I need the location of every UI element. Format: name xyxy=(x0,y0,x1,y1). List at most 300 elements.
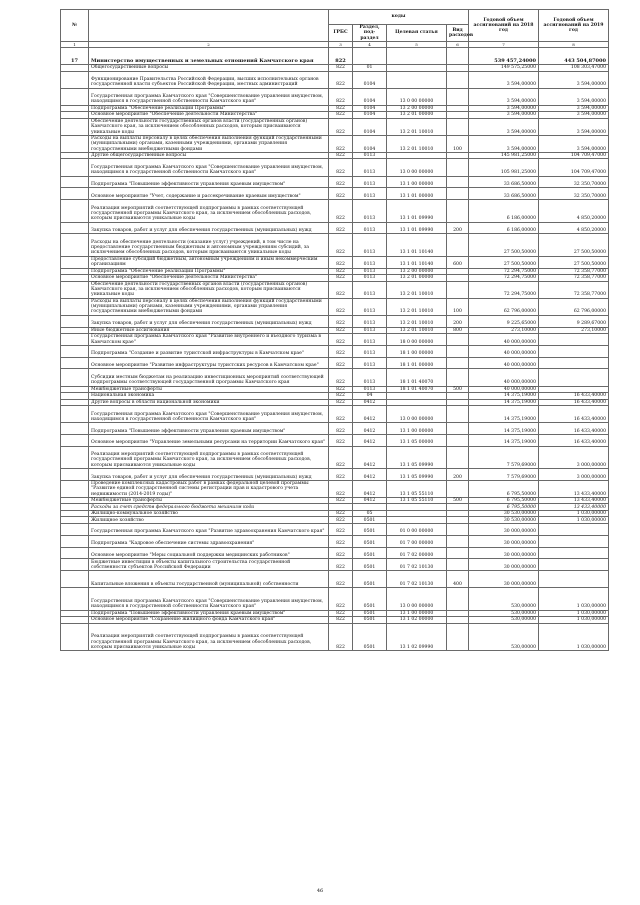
cell-celevaya: 01 0 00 00000 xyxy=(387,523,447,535)
table-row xyxy=(61,234,609,256)
column-header-celevaya: Целевая статья xyxy=(387,25,447,42)
column-number: 2 xyxy=(89,42,329,48)
cell-number xyxy=(61,222,89,234)
cell-razdel: 0501 xyxy=(353,588,387,610)
cell-razdel: 0412 xyxy=(353,469,387,481)
cell-razdel: 0104 xyxy=(353,135,387,152)
cell-vid xyxy=(447,188,469,200)
cell-amount-2018: 530,00000 xyxy=(469,588,539,610)
cell-razdel: 0113 xyxy=(353,275,387,282)
cell-name: Подпрограмма "Повышение эффективности управления краевым имуществом" xyxy=(89,610,329,617)
cell-amount-2019 xyxy=(539,523,609,535)
cell-number: 17 xyxy=(61,48,89,65)
cell-amount-2019: 32 350,70000 xyxy=(539,188,609,200)
cell-celevaya: 13 1 01 10140 xyxy=(387,234,447,256)
cell-amount-2018: 30 000,00000 xyxy=(469,547,539,559)
cell-amount-2018: 6 186,00000 xyxy=(469,222,539,234)
cell-grbs: 822 xyxy=(329,535,353,547)
cell-amount-2019: 273,10000 xyxy=(539,327,609,334)
cell-razdel: 0104 xyxy=(353,118,387,135)
cell-celevaya xyxy=(387,48,447,65)
table-row xyxy=(61,469,609,481)
cell-amount-2018: 62 796,00000 xyxy=(469,298,539,315)
cell-grbs: 822 xyxy=(329,105,353,112)
cell-name: Обеспечение деятельности государственных органов власти (государственных органов) Камчатского края, за исключением обособленных расходов, которым присваиваются уникальные коды xyxy=(89,118,329,135)
cell-celevaya: 01 7 02 10130 xyxy=(387,571,447,588)
cell-vid: 200 xyxy=(447,315,469,327)
cell-celevaya: 01 7 00 00000 xyxy=(387,535,447,547)
cell-razdel: 0113 xyxy=(353,200,387,222)
cell-vid xyxy=(447,559,469,571)
column-number: 5 xyxy=(387,42,447,48)
cell-razdel: 0412 xyxy=(353,423,387,435)
cell-razdel: 0412 xyxy=(353,497,387,504)
cell-vid xyxy=(447,281,469,298)
cell-amount-2019: 72 358,77000 xyxy=(539,268,609,275)
table-row xyxy=(61,423,609,435)
cell-razdel: 0113 xyxy=(353,334,387,346)
cell-grbs: 822 xyxy=(329,386,353,393)
cell-name: Проведение комплексных кадастровых работ в рамках федеральной целевой программы "Развитие единой государственной системы регистрации прав и кадастрового учета недвижимости (2014-2019 годы)" xyxy=(89,480,329,497)
cell-amount-2019 xyxy=(539,535,609,547)
cell-name: Обеспечение деятельности государственных органов власти (государственных органов) Камчатского края, за исключением обособленных расходов, которым присваиваются уникальные коды xyxy=(89,281,329,298)
column-number: 3 xyxy=(329,42,353,48)
cell-number xyxy=(61,345,89,357)
cell-amount-2018: 40 000,00000 xyxy=(469,357,539,369)
cell-celevaya: 13 2 01 10010 xyxy=(387,135,447,152)
cell-name: Подпрограмма "Кадровое обеспечение системы здравоохранения" xyxy=(89,535,329,547)
cell-amount-2018: 72 294,75000 xyxy=(469,275,539,282)
cell-amount-2019: 3 594,00000 xyxy=(539,135,609,152)
cell-grbs: 822 xyxy=(329,497,353,504)
cell-amount-2018: 7 579,69000 xyxy=(469,446,539,468)
cell-grbs: 822 xyxy=(329,159,353,176)
cell-name: Подпрограмма "Обеспечение реализации Программы" xyxy=(89,105,329,112)
cell-name: Основное мероприятие "Сохранение жилищного фонда Камчатского края" xyxy=(89,617,329,624)
cell-amount-2018: 149 575,25000 xyxy=(469,65,539,72)
cell-number xyxy=(61,281,89,298)
cell-razdel: 0113 xyxy=(353,357,387,369)
cell-number xyxy=(61,480,89,497)
cell-grbs: 822 xyxy=(329,623,353,651)
page-number: 46 xyxy=(316,888,324,894)
cell-grbs: 822 xyxy=(329,393,353,400)
cell-grbs: 822 xyxy=(329,434,353,446)
cell-amount-2018: 6 795,50000 xyxy=(469,497,539,504)
cell-number xyxy=(61,315,89,327)
cell-name: Реализация мероприятий соответствующей подпрограммы в рамках соответствующей государственной программы Камчатского края, за исключением обособленных расходов, которым присваиваются уникальные коды xyxy=(89,200,329,222)
table-row xyxy=(61,118,609,135)
table-row xyxy=(61,434,609,446)
cell-celevaya: 13 1 00 00000 xyxy=(387,610,447,617)
cell-grbs: 822 xyxy=(329,517,353,524)
cell-number xyxy=(61,334,89,346)
cell-amount-2019: 104 709,47000 xyxy=(539,152,609,159)
cell-celevaya: 13 2 01 10010 xyxy=(387,315,447,327)
cell-number xyxy=(61,234,89,256)
column-number: 4 xyxy=(353,42,387,48)
cell-amount-2019: 72 358,77000 xyxy=(539,281,609,298)
cell-celevaya: 13 2 00 00000 xyxy=(387,105,447,112)
cell-amount-2019: 27 500,50000 xyxy=(539,234,609,256)
cell-amount-2019: 3 594,00000 xyxy=(539,112,609,119)
cell-name: Основное мероприятие "Учет, содержание и рассекречивание краевым имуществом" xyxy=(89,188,329,200)
cell-vid xyxy=(447,71,469,88)
table-row xyxy=(61,623,609,651)
cell-amount-2018: 14 375,19000 xyxy=(469,434,539,446)
cell-grbs: 822 xyxy=(329,571,353,588)
cell-grbs: 822 xyxy=(329,234,353,256)
cell-grbs: 822 xyxy=(329,152,353,159)
column-number: 7 xyxy=(469,42,539,48)
cell-razdel: 0113 xyxy=(353,386,387,393)
table-row xyxy=(61,48,609,65)
cell-amount-2019: 16 433,40000 xyxy=(539,406,609,423)
cell-amount-2019: 13 433,40000 xyxy=(539,480,609,497)
cell-razdel: 04 xyxy=(353,393,387,400)
cell-celevaya: 13 2 01 10010 xyxy=(387,327,447,334)
cell-celevaya: 18 1 01 00000 xyxy=(387,357,447,369)
cell-name: Расходы за счет средств федерального бюджета механизм кода xyxy=(89,504,329,511)
cell-amount-2018: 6 795,50000 xyxy=(469,504,539,511)
column-header-codes: коды xyxy=(329,10,469,25)
cell-razdel: 0104 xyxy=(353,112,387,119)
cell-name: Государственная программа Камчатского края "Развитие здравоохранения Камчатского края" xyxy=(89,523,329,535)
cell-amount-2019: 72 358,77000 xyxy=(539,275,609,282)
cell-name: Расходы на выплаты персоналу в целях обеспечения выполнения функций государственными (муниципальными) органами, казенными учреждениями, органами управления государственными внебюджетными фондами xyxy=(89,298,329,315)
column-header-vid: Вид расходов xyxy=(447,25,469,42)
cell-razdel: 0412 xyxy=(353,446,387,468)
cell-number xyxy=(61,357,89,369)
cell-amount-2018: 273,10000 xyxy=(469,327,539,334)
cell-name: Капитальные вложения в объекты государственной (муниципальной) собственности xyxy=(89,571,329,588)
cell-name: Подпрограмма "Повышение эффективности управления краевым имуществом" xyxy=(89,176,329,188)
cell-number xyxy=(61,159,89,176)
cell-celevaya: 13 2 01 10010 xyxy=(387,118,447,135)
cell-amount-2019: 3 594,00000 xyxy=(539,71,609,88)
cell-name: Реализация мероприятий соответствующей подпрограммы в рамках соответствующей государственной программы Камчатского края, за исключением обособленных расходов, которым присваиваются уникальные коды xyxy=(89,623,329,651)
cell-name: Бюджетные инвестиции в объекты капитального строительства государственной собственности субъектов Российской Федерации xyxy=(89,559,329,571)
cell-celevaya: 13 2 00 00000 xyxy=(387,268,447,275)
cell-amount-2019: 62 796,00000 xyxy=(539,298,609,315)
cell-name: Жилищно-коммунальное хозяйство xyxy=(89,510,329,517)
cell-name: Министерство имущественных и земельных отношений Камчатского края xyxy=(89,48,329,65)
cell-amount-2019: 4 850,20000 xyxy=(539,222,609,234)
cell-vid xyxy=(447,334,469,346)
cell-grbs: 822 xyxy=(329,547,353,559)
cell-razdel: 0113 xyxy=(353,298,387,315)
cell-vid xyxy=(447,535,469,547)
table-row xyxy=(61,281,609,298)
cell-razdel: 0501 xyxy=(353,535,387,547)
budget-table xyxy=(60,9,609,651)
cell-razdel: 0501 xyxy=(353,610,387,617)
cell-vid xyxy=(447,434,469,446)
cell-number xyxy=(61,559,89,571)
cell-amount-2019: 3 594,00000 xyxy=(539,88,609,105)
cell-name: Закупка товаров, работ и услуг для обеспечения государственных (муниципальных) нужд xyxy=(89,315,329,327)
cell-vid xyxy=(447,523,469,535)
cell-razdel: 0412 xyxy=(353,406,387,423)
cell-celevaya: 13 1 00 00000 xyxy=(387,176,447,188)
cell-number xyxy=(61,135,89,152)
cell-grbs: 822 xyxy=(329,617,353,624)
cell-grbs: 822 xyxy=(329,222,353,234)
cell-grbs: 822 xyxy=(329,135,353,152)
cell-amount-2018: 40 000,00000 xyxy=(469,334,539,346)
cell-razdel: 01 xyxy=(353,65,387,72)
cell-amount-2018: 530,00000 xyxy=(469,617,539,624)
table-row xyxy=(61,334,609,346)
cell-name: Основное мероприятие "Меры социальной поддержки медицинских работников" xyxy=(89,547,329,559)
cell-celevaya: 13 1 05 55110 xyxy=(387,480,447,497)
cell-amount-2018: 105 981,25000 xyxy=(469,159,539,176)
table-row xyxy=(61,222,609,234)
column-number: 1 xyxy=(61,42,89,48)
cell-grbs: 822 xyxy=(329,357,353,369)
cell-celevaya: 13 2 01 00000 xyxy=(387,112,447,119)
cell-razdel: 0501 xyxy=(353,523,387,535)
cell-amount-2018: 30 000,00000 xyxy=(469,535,539,547)
cell-celevaya: 18 1 01 40070 xyxy=(387,369,447,386)
cell-celevaya: 18 1 01 40070 xyxy=(387,386,447,393)
cell-amount-2019: 1 030,00000 xyxy=(539,510,609,517)
cell-razdel: 0113 xyxy=(353,345,387,357)
cell-vid: 500 xyxy=(447,497,469,504)
cell-name: Жилищное хозяйство xyxy=(89,517,329,524)
table-body xyxy=(61,48,609,651)
table-row xyxy=(61,547,609,559)
cell-grbs: 822 xyxy=(329,334,353,346)
cell-name: Расходы на выплаты персоналу в целях обеспечения выполнения функций государственными (муниципальными) органами, казенными учреждениями, органами управления государственными внебюджетными фондами xyxy=(89,135,329,152)
cell-amount-2019: 13 433,40000 xyxy=(539,497,609,504)
cell-name: Закупка товаров, работ и услуг для обеспечения государственных (муниципальных) нужд xyxy=(89,469,329,481)
cell-number xyxy=(61,369,89,386)
cell-amount-2019: 3 594,00000 xyxy=(539,118,609,135)
cell-vid xyxy=(447,48,469,65)
cell-amount-2018: 530,00000 xyxy=(469,623,539,651)
cell-name: Другие вопросы в области национальной экономики xyxy=(89,399,329,406)
cell-razdel: 0113 xyxy=(353,256,387,268)
cell-amount-2019 xyxy=(539,547,609,559)
cell-amount-2018: 30 530,00000 xyxy=(469,510,539,517)
cell-grbs: 822 xyxy=(329,588,353,610)
cell-vid: 100 xyxy=(447,298,469,315)
cell-celevaya: 13 2 01 10010 xyxy=(387,298,447,315)
cell-name: Закупка товаров, работ и услуг для обеспечения государственных (муниципальных) нужд xyxy=(89,222,329,234)
cell-name: Государственная программа Камчатского края "Совершенствование управления имуществом, находящимся в государственной собственности Камчатского края" xyxy=(89,159,329,176)
table-row xyxy=(61,523,609,535)
cell-amount-2018: 72 294,75000 xyxy=(469,268,539,275)
cell-grbs: 822 xyxy=(329,281,353,298)
cell-razdel xyxy=(353,48,387,65)
cell-grbs: 822 xyxy=(329,480,353,497)
cell-celevaya: 13 1 01 09990 xyxy=(387,200,447,222)
cell-celevaya: 13 1 05 09990 xyxy=(387,446,447,468)
cell-vid xyxy=(447,446,469,468)
cell-amount-2018: 14 375,19000 xyxy=(469,423,539,435)
cell-grbs: 822 xyxy=(329,399,353,406)
cell-name: Межбюджетные трансферты xyxy=(89,386,329,393)
cell-celevaya: 13 1 01 09990 xyxy=(387,222,447,234)
cell-razdel: 0113 xyxy=(353,315,387,327)
cell-name: Подпрограмма "Создание и развитие туристской инфраструктуры в Камчатском крае" xyxy=(89,345,329,357)
cell-vid: 200 xyxy=(447,222,469,234)
cell-amount-2018: 27 500,50000 xyxy=(469,256,539,268)
cell-celevaya: 13 2 01 00000 xyxy=(387,275,447,282)
cell-razdel: 0501 xyxy=(353,517,387,524)
cell-number xyxy=(61,188,89,200)
cell-amount-2018: 145 981,25000 xyxy=(469,152,539,159)
cell-name: Основное мероприятие "Развитие инфраструктуры туристских ресурсов в Камчатском крае" xyxy=(89,357,329,369)
cell-razdel: 0412 xyxy=(353,480,387,497)
table-row xyxy=(61,559,609,571)
cell-vid xyxy=(447,118,469,135)
cell-name: Подпрограмма "Обеспечение реализации Программы" xyxy=(89,268,329,275)
cell-amount-2019 xyxy=(539,345,609,357)
column-header-2018: Годовой объем ассигнований на 2018 год xyxy=(469,10,539,42)
cell-vid xyxy=(447,88,469,105)
cell-grbs: 822 xyxy=(329,559,353,571)
table-row xyxy=(61,345,609,357)
cell-razdel: 0501 xyxy=(353,617,387,624)
cell-amount-2018: 6 186,00000 xyxy=(469,200,539,222)
cell-number xyxy=(61,176,89,188)
table-row xyxy=(61,256,609,268)
cell-number xyxy=(61,71,89,88)
cell-amount-2019: 1 030,00000 xyxy=(539,617,609,624)
table-row xyxy=(61,200,609,222)
cell-razdel: 0104 xyxy=(353,105,387,112)
table-row xyxy=(61,588,609,610)
cell-celevaya: 13 1 01 10140 xyxy=(387,256,447,268)
cell-number xyxy=(61,118,89,135)
cell-number xyxy=(61,523,89,535)
cell-celevaya: 13 1 05 09990 xyxy=(387,469,447,481)
cell-name: Предоставление субсидий бюджетным, автономным учреждениям и иным некоммерческим организациям xyxy=(89,256,329,268)
cell-amount-2018: 9 225,65000 xyxy=(469,315,539,327)
cell-grbs: 822 xyxy=(329,48,353,65)
cell-razdel: 0113 xyxy=(353,369,387,386)
cell-amount-2019 xyxy=(539,369,609,386)
cell-amount-2018: 30 530,00000 xyxy=(469,517,539,524)
cell-amount-2018: 539 457,24000 xyxy=(469,48,539,65)
cell-razdel: 0113 xyxy=(353,176,387,188)
cell-razdel: 0113 xyxy=(353,234,387,256)
cell-amount-2018: 3 594,00000 xyxy=(469,118,539,135)
cell-vid xyxy=(447,406,469,423)
cell-razdel: 0501 xyxy=(353,559,387,571)
cell-celevaya xyxy=(387,71,447,88)
cell-celevaya: 13 0 00 00000 xyxy=(387,588,447,610)
table-row xyxy=(61,159,609,176)
cell-amount-2019: 16 433,40000 xyxy=(539,423,609,435)
cell-razdel: 0501 xyxy=(353,623,387,651)
cell-name: Основное мероприятие "Обеспечение деятельности Министерства" xyxy=(89,112,329,119)
header-row-1 xyxy=(61,10,609,25)
cell-amount-2019: 16 433,40000 xyxy=(539,393,609,400)
cell-amount-2019 xyxy=(539,571,609,588)
cell-name: Подпрограмма "Повышение эффективности управления краевым имуществом" xyxy=(89,423,329,435)
cell-celevaya: 13 0 00 00000 xyxy=(387,159,447,176)
cell-vid: 200 xyxy=(447,469,469,481)
cell-amount-2018: 3 594,00000 xyxy=(469,105,539,112)
column-number: 8 xyxy=(539,42,609,48)
cell-grbs: 822 xyxy=(329,406,353,423)
cell-celevaya: 13 0 00 00000 xyxy=(387,88,447,105)
cell-celevaya: 01 7 02 00000 xyxy=(387,547,447,559)
cell-razdel: 05 xyxy=(353,510,387,517)
cell-grbs: 822 xyxy=(329,369,353,386)
cell-amount-2018: 40 000,00000 xyxy=(469,386,539,393)
cell-vid: 600 xyxy=(447,256,469,268)
cell-razdel: 0113 xyxy=(353,281,387,298)
cell-razdel: 0113 xyxy=(353,268,387,275)
cell-celevaya: 13 2 01 10010 xyxy=(387,281,447,298)
cell-number xyxy=(61,200,89,222)
cell-amount-2019: 27 500,50000 xyxy=(539,256,609,268)
cell-razdel: 0113 xyxy=(353,152,387,159)
cell-amount-2019: 9 289,67000 xyxy=(539,315,609,327)
cell-vid xyxy=(447,423,469,435)
column-header-grbs: ГРБС xyxy=(329,25,353,42)
cell-amount-2019: 32 350,70000 xyxy=(539,176,609,188)
column-header-name xyxy=(89,10,329,42)
cell-grbs: 822 xyxy=(329,71,353,88)
cell-razdel: 0412 xyxy=(353,399,387,406)
table-row xyxy=(61,446,609,468)
cell-amount-2018: 3 594,00000 xyxy=(469,112,539,119)
cell-grbs: 822 xyxy=(329,112,353,119)
cell-grbs: 822 xyxy=(329,256,353,268)
cell-razdel: 0104 xyxy=(353,88,387,105)
cell-amount-2018: 33 686,50000 xyxy=(469,176,539,188)
cell-name: Другие общегосударственные вопросы xyxy=(89,152,329,159)
cell-amount-2019: 443 504,87000 xyxy=(539,48,609,65)
cell-name: Основное мероприятие "Обеспечение деятельности Министерства" xyxy=(89,275,329,282)
cell-amount-2019: 3 000,00000 xyxy=(539,469,609,481)
table-row xyxy=(61,135,609,152)
cell-name: Расходы на обеспечение деятельности (оказание услуг) учреждений, в том числе на предоставление государственным бюджетным и автономным учреждениям субсидий, за исключением обособленных расходов, которым присваиваются уникальные коды xyxy=(89,234,329,256)
table-row xyxy=(61,571,609,588)
cell-grbs: 822 xyxy=(329,345,353,357)
cell-razdel: 0113 xyxy=(353,159,387,176)
cell-amount-2019: 13 433,40000 xyxy=(539,504,609,511)
cell-vid xyxy=(447,588,469,610)
table-row xyxy=(61,71,609,88)
cell-grbs: 822 xyxy=(329,446,353,468)
cell-vid xyxy=(447,234,469,256)
cell-number xyxy=(61,88,89,105)
cell-number xyxy=(61,571,89,588)
cell-number xyxy=(61,298,89,315)
cell-amount-2019: 108 303,47000 xyxy=(539,65,609,72)
cell-number xyxy=(61,623,89,651)
table-row xyxy=(61,480,609,497)
table-row xyxy=(61,298,609,315)
cell-amount-2019: 1 030,00000 xyxy=(539,623,609,651)
cell-amount-2018: 27 500,50000 xyxy=(469,234,539,256)
cell-grbs: 822 xyxy=(329,298,353,315)
cell-amount-2019: 1 030,00000 xyxy=(539,517,609,524)
cell-grbs: 822 xyxy=(329,118,353,135)
column-header-2019: Годовой объем ассигнований на 2019 год xyxy=(539,10,609,42)
cell-vid xyxy=(447,623,469,651)
table-row xyxy=(61,88,609,105)
cell-amount-2018: 6 795,50000 xyxy=(469,480,539,497)
table-row xyxy=(61,406,609,423)
cell-amount-2018: 3 594,00000 xyxy=(469,71,539,88)
